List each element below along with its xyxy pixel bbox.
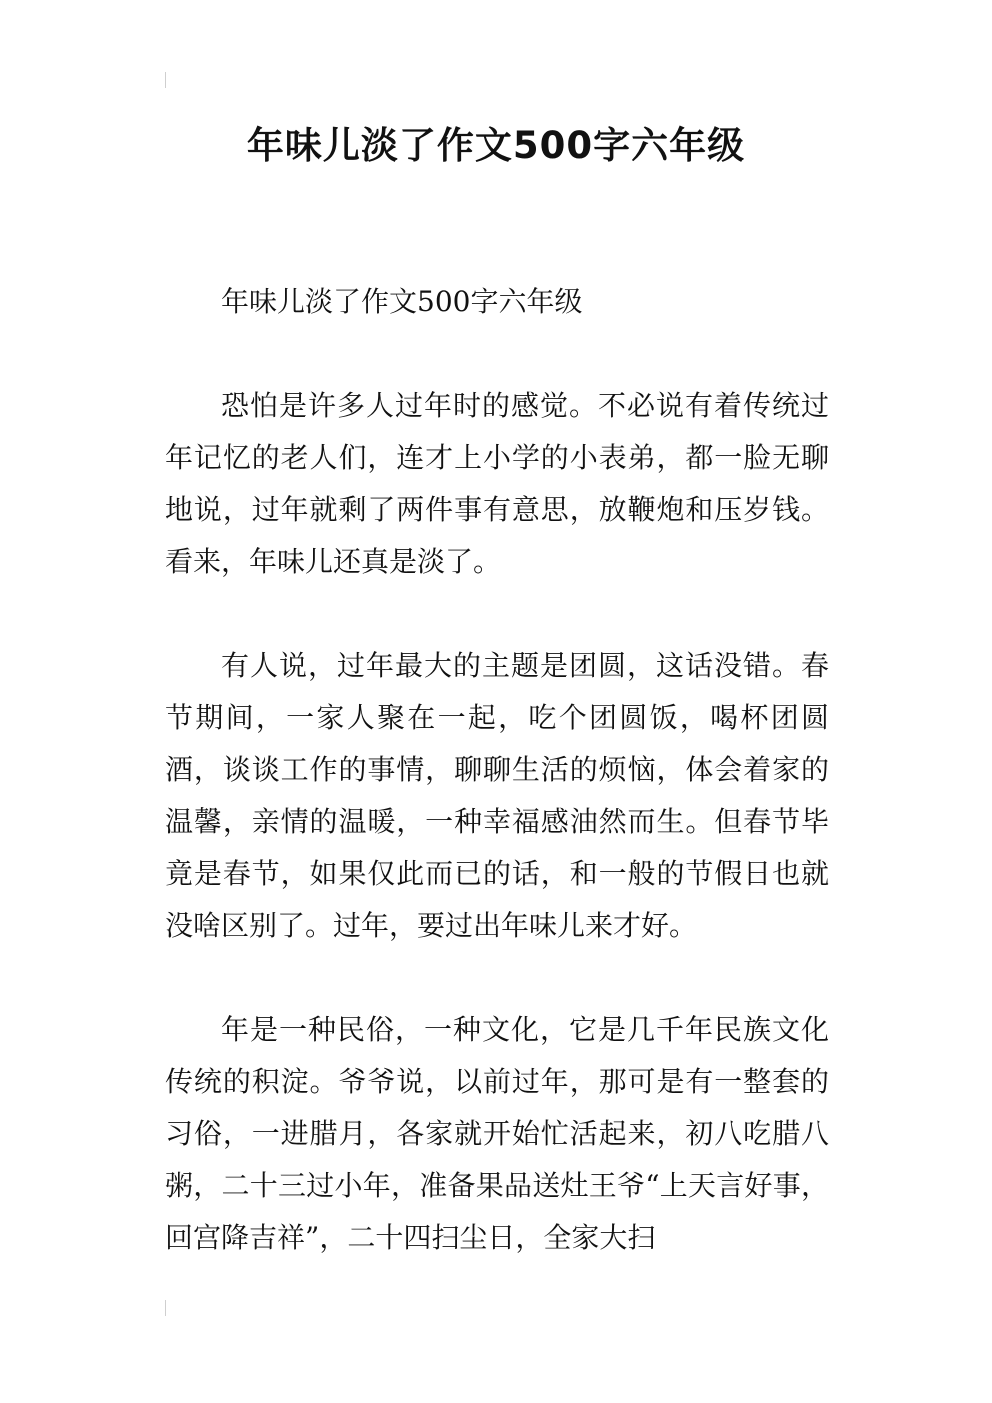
page-corner-mark-top — [165, 72, 166, 88]
document-subtitle: 年味儿淡了作文500字六年级 — [221, 285, 583, 318]
page-corner-mark-bottom — [165, 1300, 166, 1316]
paragraph-2: 有人说，过年最大的主题是团圆，这话没错。春节期间，一家人聚在一起，吃个团圆饭，喝杯团圆酒，谈谈工作的事情，聊聊生活的烦恼，体会着家的温馨，亲情的温暖，一种幸福感油然而生。但春节毕竟是春节，如果仅此而已的话，和一般的节假日也就没啥区别了。过年，要过出年味儿来才好。 — [165, 649, 829, 942]
paragraph-3: 年是一种民俗，一种文化，它是几千年民族文化传统的积淀。爷爷说，以前过年，那可是有一整套的习俗，一进腊月，各家就开始忙活起来，初八吃腊八粥，二十三过小年，准备果品送灶王爷“上天言好事，回宫降吉祥”，二十四扫尘日，全家大扫 — [165, 1013, 829, 1254]
document-title: 年味儿淡了作文500字六年级 — [246, 124, 746, 167]
document-body — [165, 276, 829, 1316]
paragraph-1: 恐怕是许多人过年时的感觉。不必说有着传统过年记忆的老人们，连才上小学的小表弟，都一脸无聊地说，过年就剩了两件事有意思，放鞭炮和压岁钱。看来，年味儿还真是淡了。 — [165, 389, 829, 578]
